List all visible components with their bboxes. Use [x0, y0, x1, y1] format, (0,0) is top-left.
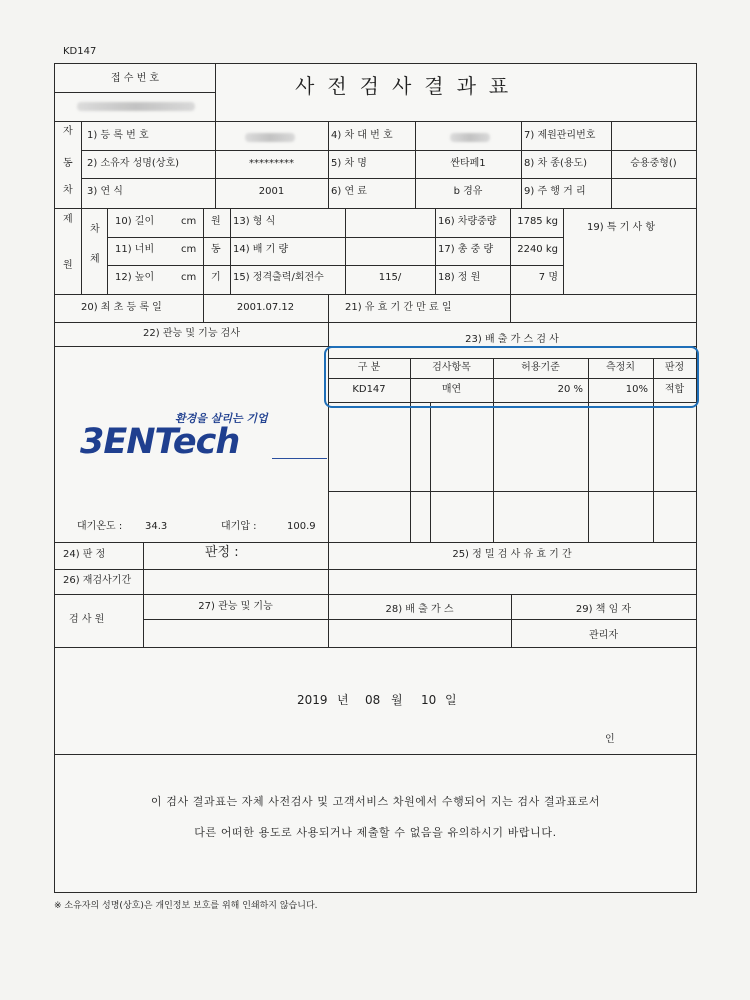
divider [55, 594, 696, 595]
divider [230, 208, 231, 294]
section-char: 제 [63, 214, 73, 225]
first-reg-label: 20) 최 초 등 록 일 [81, 302, 162, 313]
divider [81, 121, 82, 208]
emission-result: 적합 [664, 384, 685, 395]
recheck-label: 26) 재검사기간 [63, 575, 132, 586]
rated-output-value: 115/ [378, 272, 402, 283]
section-char: 체 [90, 254, 100, 265]
year-label: 3) 연 식 [87, 186, 123, 197]
unit-cm: cm [181, 272, 197, 283]
date-year: 2019 [297, 693, 328, 707]
width-label: 11) 너비 [115, 244, 155, 255]
seal-mark: 인 [605, 734, 615, 745]
divider [81, 208, 82, 294]
pressure-label: 대기압 : [221, 521, 257, 532]
section-char: 기 [211, 272, 221, 283]
temperature-value: 34.3 [145, 521, 168, 532]
divider [55, 542, 696, 543]
precision-validity-label: 25) 정 밀 검 사 유 효 기 간 [452, 549, 572, 560]
logo-slogan: 환경을 살리는 기업 [175, 412, 268, 425]
divider [510, 294, 511, 322]
function-check-label: 22) 관능 및 기능 검사 [143, 328, 240, 339]
divider [435, 208, 436, 294]
redacted-reg-no [245, 133, 295, 142]
divider [107, 237, 563, 238]
gross-weight-label: 17) 총 중 량 [438, 244, 494, 255]
divider [55, 647, 696, 648]
divider [563, 208, 564, 294]
divider [55, 92, 215, 93]
emission-check-label: 23) 배 출 가 스 검 사 [465, 334, 559, 345]
redacted-vin [450, 133, 490, 142]
divider [521, 121, 522, 208]
emission-header-measured: 측정치 [606, 362, 635, 373]
section-char: 원 [211, 216, 221, 227]
model-label: 13) 형 식 [233, 216, 276, 227]
section-char: 동 [63, 158, 73, 169]
divider [430, 402, 431, 542]
emission-result-highlight [324, 346, 699, 408]
divider [55, 754, 696, 755]
emission-limit: 20 % [557, 384, 583, 395]
displacement-label: 14) 배 기 량 [233, 244, 289, 255]
emission-measured: 10% [625, 384, 648, 395]
notice-line-1: 이 검사 결과표는 자체 사전검사 및 고객서비스 차원에서 수행되어 지는 검사 결과표로서 [150, 795, 601, 808]
footnote: ※ 소유자의 성명(상호)은 개인정보 보호를 위해 인쇄하지 않습니다. [54, 901, 318, 911]
divider [107, 265, 563, 266]
divider [215, 64, 216, 121]
first-reg-value: 2001.07.12 [236, 302, 295, 313]
document-id: KD147 [63, 46, 97, 57]
divider [55, 569, 696, 570]
date-day: 10 [421, 693, 437, 707]
vehicle-weight-label: 16) 차량중량 [438, 216, 497, 227]
name-value: 싼타페1 [450, 158, 486, 169]
fuel-value: b 경유 [453, 186, 483, 197]
judgement-value: 판정 : [205, 545, 239, 560]
emission-header-category: 구 분 [357, 362, 381, 373]
divider [55, 322, 696, 323]
section-char: 차 [90, 224, 100, 235]
fuel-label: 6) 연 료 [331, 186, 367, 197]
receipt-label: 접 수 번 호 [110, 73, 160, 84]
rated-output-label: 15) 정격출력/회전수 [233, 272, 324, 283]
owner-label: 2) 소유자 성명(상호) [87, 158, 180, 169]
mileage-label: 9) 주 행 거 리 [524, 186, 586, 197]
divider [143, 542, 144, 569]
divider [143, 569, 144, 594]
date-day-unit: 일 [445, 693, 457, 707]
section-char: 자 [63, 126, 73, 137]
divider [81, 178, 696, 179]
vehicle-weight-value: 1785 kg [517, 216, 558, 227]
emission-header-item: 검사항목 [432, 362, 471, 373]
inspector-emission-label: 28) 배 출 가 스 [385, 604, 454, 615]
section-char: 동 [211, 244, 221, 255]
length-label: 10) 길이 [115, 216, 155, 227]
temperature-label: 대기온도 : [77, 521, 123, 532]
redacted-receipt-number [77, 102, 195, 111]
owner-value: ********* [249, 158, 294, 169]
divider [81, 150, 696, 151]
capacity-value: 7 명 [538, 272, 558, 283]
height-label: 12) 높이 [115, 272, 155, 283]
divider [328, 294, 329, 322]
year-value: 2001 [258, 186, 285, 197]
divider [55, 294, 696, 295]
judgement-label: 24) 판 정 [63, 549, 106, 560]
divider [328, 491, 696, 492]
page-title: 사전검사결과표 [295, 74, 522, 98]
emission-header-limit: 허용기준 [521, 362, 560, 373]
date-month: 08 [365, 693, 381, 707]
logo-wordmark: 3ENTech [80, 422, 240, 462]
emission-item: 매연 [441, 384, 462, 395]
divider [328, 121, 329, 208]
reg-no-label: 1) 등 록 번 호 [87, 130, 149, 141]
divider [55, 208, 696, 209]
inspector-responsible-value: 관리자 [589, 630, 618, 641]
gross-weight-value: 2240 kg [517, 244, 558, 255]
divider [328, 594, 329, 647]
company-logo [80, 410, 320, 470]
notice-line-2: 다른 어떠한 용도로 사용되거나 제출할 수 없음을 유의하시기 바랍니다. [194, 826, 557, 839]
unit-cm: cm [181, 216, 197, 227]
divider [107, 208, 108, 294]
inspector-label: 검 사 원 [69, 614, 105, 625]
inspector-function-label: 27) 관능 및 기능 [198, 601, 273, 612]
inspection-form [54, 63, 697, 893]
date-year-unit: 년 [337, 693, 349, 707]
divider [143, 619, 696, 620]
validity-end-label: 21) 유 효 기 간 만 료 일 [345, 302, 452, 313]
inspector-responsible-label: 29) 책 임 자 [575, 604, 632, 615]
capacity-label: 18) 정 원 [438, 272, 481, 283]
type-value: 승용중형() [630, 158, 677, 169]
special-label: 19) 특 기 사 항 [587, 222, 655, 233]
divider [55, 121, 696, 122]
unit-cm: cm [181, 244, 197, 255]
mgmt-no-label: 7) 제원관리번호 [524, 130, 596, 141]
logo-underline [272, 458, 327, 459]
vin-label: 4) 차 대 번 호 [331, 130, 393, 141]
emission-category: KD147 [352, 384, 386, 395]
divider [203, 208, 204, 294]
type-label: 8) 차 종(용도) [524, 158, 588, 169]
date-month-unit: 월 [391, 693, 403, 707]
emission-header-result: 판정 [664, 362, 685, 373]
pressure-value: 100.9 [287, 521, 316, 532]
section-char: 차 [63, 185, 73, 196]
name-label: 5) 차 명 [331, 158, 367, 169]
section-char: 원 [63, 260, 73, 271]
